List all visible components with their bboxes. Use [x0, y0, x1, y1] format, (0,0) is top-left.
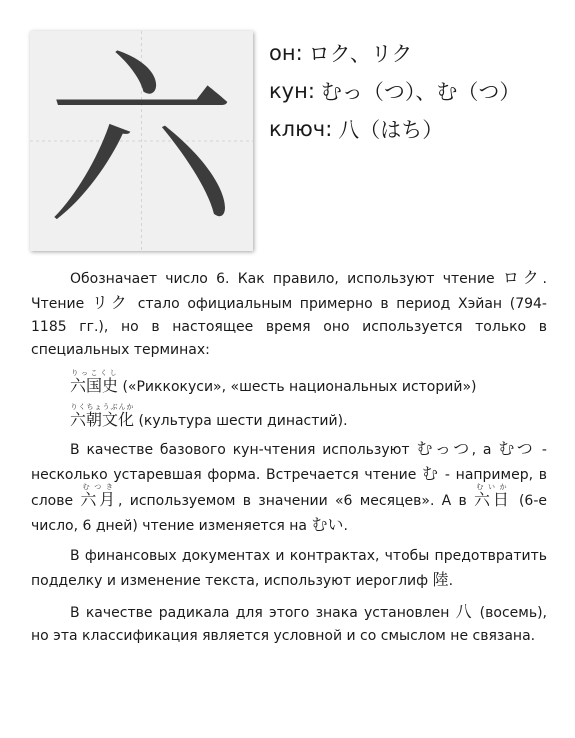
- ruby-reading: むいか: [474, 483, 509, 491]
- ruby-base: 六朝文化: [70, 410, 135, 429]
- jp-reading: リク: [91, 293, 131, 312]
- paragraph-financial: [31, 545, 547, 593]
- text-run: стало официальным примерно в период Хэйан (794-1185 гг.), но в настоящее время оно используется только в специальных терминах:: [31, 296, 547, 358]
- ruby-mutsuki: [80, 483, 119, 509]
- ruby-reading: むつき: [80, 483, 116, 491]
- example-rikkokushi: [31, 369, 547, 399]
- kanji-image: [30, 31, 253, 251]
- jp-kanji: 八: [455, 602, 474, 621]
- text-run: (восемь), но эта классификация является условной и со смыслом не связана.: [31, 605, 547, 644]
- text-run: .: [448, 573, 454, 589]
- ruby-reading: りくちょうぶんか: [70, 403, 135, 411]
- paragraph-on-readings: [31, 266, 547, 362]
- ruby-base: 六月: [80, 490, 119, 509]
- text-run: («Риккокуси», «шесть национальных историй»): [118, 379, 477, 395]
- jp-reading: むつ: [498, 439, 536, 458]
- text-run: (6-е число, 6 дней) чтение изменяется на: [31, 493, 548, 534]
- ruby-reading: りっこくし: [70, 369, 119, 377]
- text-run: , а: [471, 442, 499, 458]
- text-run: В качестве радикала для этого знака установлен: [70, 605, 456, 621]
- text-run: В качестве базового кун-чтения используют: [70, 442, 417, 458]
- paragraph-radical: [31, 600, 547, 648]
- text-run: - например, в слове: [31, 467, 547, 509]
- text-run: . Чтение: [31, 271, 547, 312]
- kanji-drawing: [30, 31, 253, 251]
- description-text: [31, 266, 547, 655]
- kun-reading-label: кун:: [269, 79, 315, 103]
- key-radical: [269, 110, 520, 148]
- text-run: , используемом в значении «6 месяцев». А в: [118, 493, 475, 509]
- kanji-character: 六: [45, 32, 237, 251]
- paragraph-kun-readings: [31, 437, 547, 538]
- jp-reading: むい: [311, 515, 344, 534]
- readings-block: [269, 34, 520, 148]
- key-radical-label: ключ:: [269, 117, 333, 141]
- text-run: (культура шести династий).: [134, 413, 348, 429]
- example-rikuchou-bunka: [31, 403, 547, 433]
- text-run: В финансовых документах и контрактах, чтобы предотвратить подделку и изменение текста, используют иероглиф: [31, 548, 547, 589]
- ruby-rikuchou-bunka: [70, 403, 135, 429]
- ruby-rikkokushi: [70, 369, 119, 395]
- text-run: .: [343, 518, 348, 534]
- jp-kanji: 陸: [432, 570, 449, 589]
- ruby-base: 六日: [474, 490, 512, 509]
- jp-reading: む: [422, 464, 440, 483]
- on-reading-value: ロク、リク: [308, 42, 413, 66]
- kun-reading-value: むっ（つ）、む（つ）: [320, 80, 521, 104]
- key-radical-value: 八（はち）: [338, 118, 444, 142]
- on-reading: [269, 34, 520, 72]
- text-run: Обозначает число 6. Как правило, используют чтение: [70, 271, 503, 287]
- jp-reading: ロク: [502, 268, 543, 287]
- jp-reading: むっつ: [416, 439, 472, 458]
- ruby-base: 六国史: [70, 376, 119, 395]
- kun-reading: [269, 72, 520, 110]
- ruby-muika: [474, 483, 512, 509]
- text-run: - несколько устаревшая форма. Встречается чтение: [31, 442, 547, 483]
- on-reading-label: он:: [269, 41, 303, 65]
